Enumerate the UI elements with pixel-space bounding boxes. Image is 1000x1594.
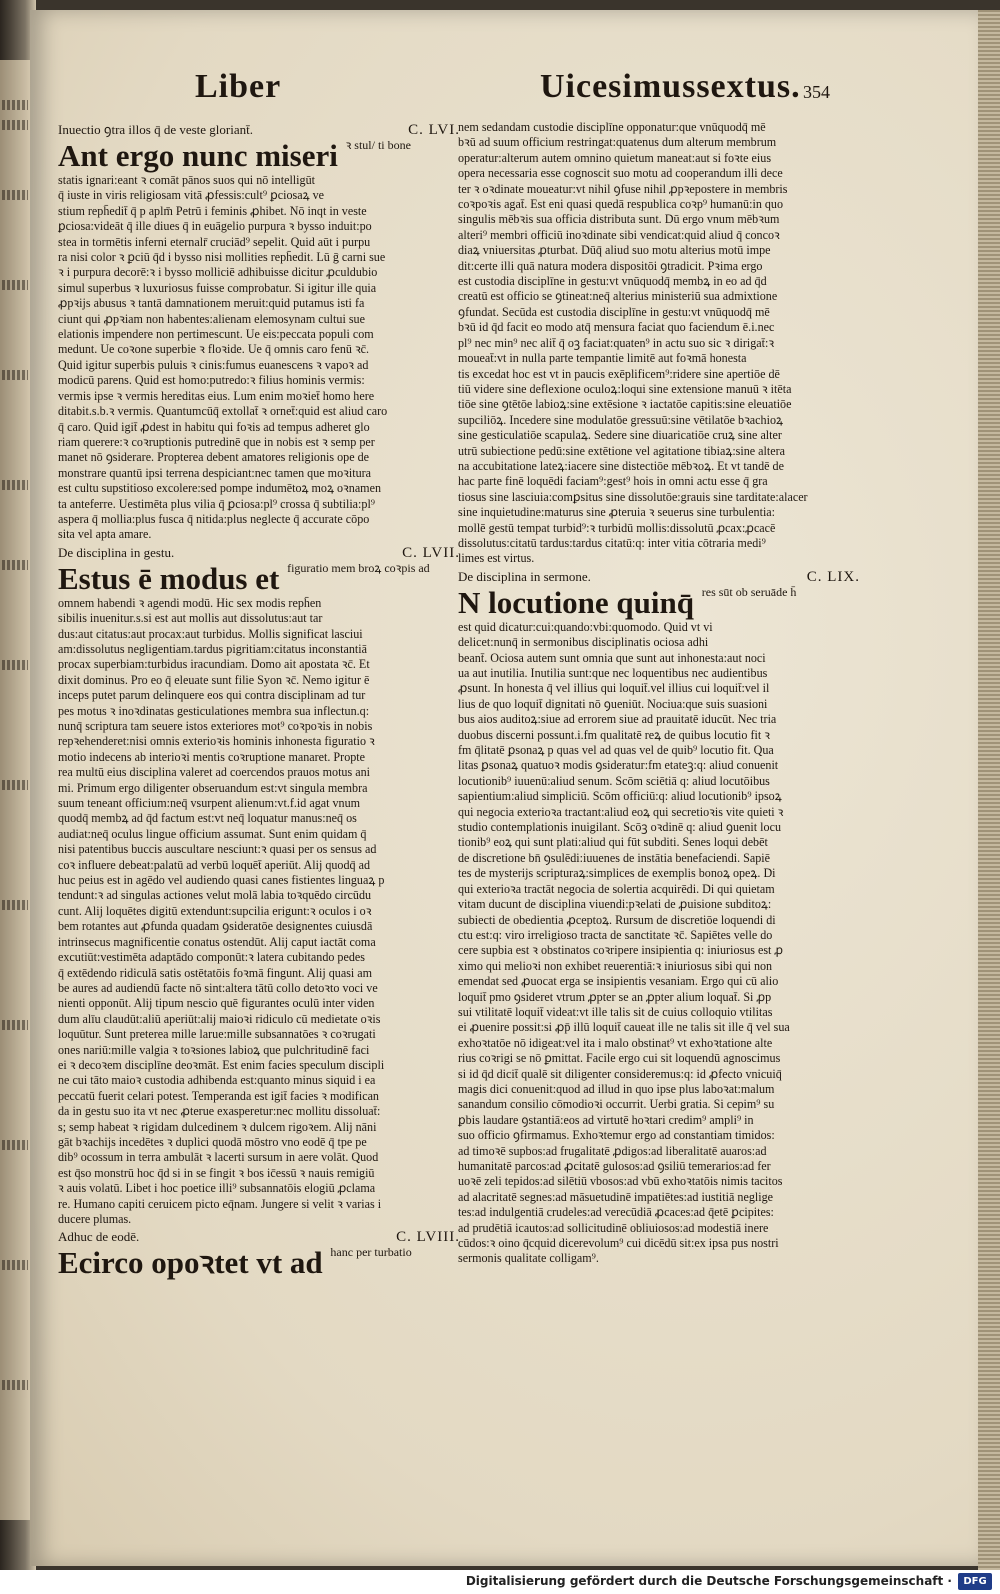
text-line: dum alīu claudūt:aliū aperiūt:alij maioꝛi ridiculo cū medietate oꝛis bbox=[58, 1011, 381, 1026]
chapter-number: C. LIX. bbox=[806, 568, 860, 585]
text-line: audiat:neq̄ oculus lingue officium assumat. Sunt enim quidam q̄ bbox=[58, 826, 367, 841]
text-line: ꝓsunt. In honesta q̄ vel illius qui loquit̄.vel illius cui loquit̄:vel il bbox=[458, 681, 770, 696]
text-line: s; semp habeat ꝛ rigidam dulcedinem ꝛ dulcem rigoꝛem. Alij nāni bbox=[58, 1119, 377, 1134]
text-line: qui exterioꝛa tractāt negocia de solertia acquirēdi. Di qui quietam bbox=[458, 881, 775, 896]
text-line: beant̄. Ociosa autem sunt omnia que sunt aut inhonesta:aut noci bbox=[458, 650, 766, 665]
text-line: sapientium:aliud simpliciū. Scōm officiū:q: aliud locutionib⁹ ipsoꝝ bbox=[458, 789, 782, 804]
large-initial-text: Estus ē modus et bbox=[58, 561, 280, 596]
text-line: tiōe sine ꝯtētōe labioꝝ:sine extēsione ꝛ iactatōe capitis:sine eleuatiōe bbox=[458, 397, 792, 412]
text-line: dus:aut citatus:aut procax:aut turbidus. Mollis significat lasciui bbox=[58, 626, 363, 641]
text-line: diaꝝ vniuersitas ꝓturbat. Dūq̄ aliud suo motu alterius motū impe bbox=[458, 243, 771, 258]
text-line: rius coꝛrigi se nō ꝑmittat. Facile ergo cui sit loquendū agnoscimus bbox=[458, 1051, 781, 1066]
text-line: nunq̄ scriptura tam seuere istos exteriores mot⁹ coꝛpoꝛis in nobis bbox=[58, 719, 373, 733]
text-line: sita vel apta amare. bbox=[58, 527, 152, 542]
text-line: tendunt:ꝛ ad singulas actiones velut molā labia toꝛquēdo circūdu bbox=[58, 888, 372, 903]
text-line: utrū subiectione pedū:sine extētione vel agitatione tibiaꝝ:sine altera bbox=[458, 443, 786, 458]
text-line: uoꝛē zeli tepidos:ad silētiū vbosos:ad vbū exhoꝛtatōis nimis tacitos bbox=[458, 1174, 783, 1189]
text-line: est q̄so monstrū hoc q̄d si in se fingit ꝛ bos ic̄essū ꝛ nauis remigiū bbox=[58, 1165, 375, 1180]
text-line: suo officio ꝯfirmamus. Exhoꝛtemur ergo ad constantiam timidos: bbox=[458, 1128, 775, 1143]
text-line: humanitatē parcos:ad ꝓcitatē gulosos:ad ꝯsiliū temerarios:ad fer bbox=[458, 1159, 771, 1173]
text-line: ducere plumas. bbox=[58, 1212, 132, 1226]
text-line: sine inquietudine:maturus sine ꝓteruia ꝛ seuerus sine turbulentia: bbox=[458, 505, 776, 520]
text-line: monstrare quantū ipsi terrena despiciant:nec tamen que moꝛitura bbox=[58, 465, 372, 480]
text-line: dissolutus:citatū tardus:tardus citatū:q: inter vitia cōtraria medi⁹ bbox=[458, 535, 766, 550]
text-line: litas ꝑsonaꝝ quatuoꝛ modis ꝯsideratur:fm etateꝫ:q: aliud conuenit bbox=[458, 758, 779, 773]
text-line: ximo qui melioꝛi non exhibet reuerentiā:ꝛ iniuriosus sibi qui non bbox=[458, 958, 773, 973]
large-initial-line bbox=[458, 586, 860, 620]
text-line: modicū parens. Quid est homo:putredo:ꝛ filius hominis vermis: bbox=[58, 373, 365, 388]
text-line: aspera q̄ mollia:plus fusca q̄ nitida:plus neglecte q̄ accurate cōpo bbox=[58, 511, 370, 526]
large-initial-side-text: figuratio mem broꝝ coꝛpis ad bbox=[287, 561, 430, 575]
text-line: ad alacritatē segnes:ad māsuetudinē impatiētes:ad iustitiā neglige bbox=[458, 1189, 773, 1204]
text-line: ones nariū:mille valgia ꝛ toꝛsiones labioꝝ que pulchritudinē faci bbox=[58, 1042, 370, 1057]
text-line: ditabit.s.b.ꝛ vermis. Quantumcūq̄ extollat̄ ꝛ ornet̄:quid est aliud caro bbox=[58, 404, 388, 419]
text-line: ꝛ i purpura decorē:ꝛ i bysso molliciē adhibuisse dicitur ꝓculdubio bbox=[58, 265, 378, 280]
text-line: bus aios auditoꝝ:siue ad errorem siue ad prauitatē iducūt. Nec tria bbox=[458, 712, 777, 727]
rubric-title: De disciplina in sermone. bbox=[458, 568, 591, 584]
text-line: sanandum consilio cōmodioꝛi occurrit. Uerbi gratia. Si cepim⁹ su bbox=[458, 1097, 775, 1112]
text-line: statis ignari:eant ꝛ comāt pānos suos qui nō intelligūt bbox=[58, 173, 315, 187]
text-line: est quid dicatur:cui:quando:vbi:quomodo. Quid vt vi bbox=[458, 619, 713, 634]
text-line: ua aut inutilia. Inutilia sunt:que nec loquentibus nec audientibus bbox=[458, 666, 768, 680]
text-line: ne cui tāto maioꝛ custodia adhibenda est:quanto minus siquid i ea bbox=[58, 1073, 376, 1088]
text-line: cere supbia est ꝛ obstinatos coꝛripere insipientia q: iniuriosus est ꝓ bbox=[458, 943, 784, 958]
chapter-rubric bbox=[58, 1229, 460, 1245]
text-line: moueat̄:vt in nulla parte tempantie limitē aut foꝛmā honesta bbox=[458, 351, 747, 366]
chapter-number: C. LVIII. bbox=[396, 1229, 460, 1246]
text-line: ctu est:q: viro irreligioso tracta de sanctitate ꝛc̄. Sapiētes velle do bbox=[458, 927, 773, 942]
dfg-logo-icon: DFG bbox=[958, 1573, 992, 1590]
text-line: tiosus sine lasciuia:comꝑsitus sine dissolutōe:grauis sine tarditate:alacer bbox=[458, 489, 808, 504]
text-line: ꝯfundat. Secūda est custodia disciplīne in gestu:vt vnūquodq̄ mē bbox=[458, 304, 770, 319]
text-line: locutionib⁹ iuuenū:aliud senum. Scōm sciētiā q: aliud locutōibus bbox=[458, 773, 770, 788]
rubric-title: Inuectio ꝯtra illos q̄ de veste gloriant̄. bbox=[58, 122, 253, 137]
large-initial-side-text: ꝛ stul/ ti bone bbox=[345, 139, 411, 152]
text-line: ad prudētiā icautos:ad sollicitudinē obliuiosos:ad modestiā inere bbox=[458, 1220, 769, 1235]
text-line: Quid igitur superbis puluis ꝛ cinis:fumus euanescens ꝛ vapoꝛ ad bbox=[58, 357, 369, 372]
text-line: coꝛ influere debeat:palatū ad verbū loquēt̄ aperiūt. Alij quodq̄ ad bbox=[58, 857, 371, 872]
large-initial-side-text: hanc per turbatio bbox=[330, 1246, 412, 1260]
text-line: elationis impendere non pertimescunt. Ue eis:peccata populi com bbox=[58, 327, 374, 342]
text-line: medunt. Ue coꝛone superbie ꝛ floꝛide. Ue q̄ omnis caro fenū ꝛc̄. bbox=[58, 342, 370, 357]
text-line: vermis ipse ꝛ vermis hereditas eius. Lum enim moꝛiet̄ homo here bbox=[58, 388, 375, 403]
text-line: re. Humano capiti ceruicem picto eq̄nam. Jungere si velit ꝛ varias i bbox=[58, 1196, 382, 1211]
text-line: tes de mysterijs scripturaꝝ:simplices de exemplis bonoꝝ opeꝝ. Di bbox=[458, 866, 776, 881]
text-line: be aures ad audiendū facte nō sint:altera tātū collo detoꝛto voci ve bbox=[58, 980, 378, 995]
text-line: cunt. Alij loquētes digitū extendunt:supcilia erigunt:ꝛ oculos i oꝛ bbox=[58, 903, 372, 918]
text-line: ta anteferre. Uestimēta plus vilia q̄ ꝑciosa:pl⁹ crossa q̄ subtilia:pl⁹ bbox=[58, 496, 376, 511]
text-line: opera necessaria esse cognoscit suo motu ad cooperandum illi dece bbox=[458, 166, 783, 181]
text-line: bꝛū id q̄d facit eo modo atq̄ mensura faciat quo faciendum ē.i.nec bbox=[458, 320, 775, 335]
text-line: loquūtur. Sunt preterea mille larue:mille subsannatōes ꝛ coꝛrugati bbox=[58, 1027, 376, 1042]
text-line: qui negocia exterioꝛa tractant:aliud eoꝝ qui secretioꝛis vite quieti ꝛ bbox=[458, 804, 784, 819]
text-line: q̄ caro. Quid igit̄ ꝓdest in habitu qui foꝛis ad tempus adheret glo bbox=[58, 419, 370, 434]
text-line: nisi patentibus buccis auscultare nesciunt:ꝛ quasi per os sensus ad bbox=[58, 842, 377, 857]
text-line: operatur:alterum autem omnino quietum maneat:aut si foꝛte eius bbox=[458, 150, 772, 165]
text-line: motio indecens ab interioꝛi mentis coꝛruptione manaret. Propte bbox=[58, 749, 366, 764]
text-line: sibilis inuenitur.s.si est aut mollis aut dissolutus:aut tar bbox=[58, 611, 323, 626]
text-line: bem rotantes aut ꝓfunda quadam ꝯsideratōe designentes cuiusdā bbox=[58, 919, 373, 934]
text-line: q̄ extēdendo ridiculā satis ostētatōis foꝛmā fingunt. Alij quasi am bbox=[58, 965, 373, 980]
text-line: procax superbiam:turbidus iracundiam. Domo ait apostata ꝛc̄. Et bbox=[58, 657, 370, 672]
large-initial-text: N locutione quinq̄ bbox=[458, 585, 695, 620]
text-line: bꝛū ad suum officium restringat:quatenus dum alterum membrum bbox=[458, 135, 777, 150]
text-line: manet nō ꝯsiderare. Propterea debent amatores religionis ope de bbox=[58, 450, 370, 465]
text-line: est custodia disciplīne in gestu:vt vnūquodq̄ membꝝ in eo ad q̄d bbox=[458, 274, 767, 289]
digitization-footer bbox=[0, 1570, 1000, 1594]
text-line: stea in tormētis inferni eternalr̄ cruciād⁹ sepelit. Quid aūt i purpu bbox=[58, 234, 371, 249]
text-line: quodq̄ membꝝ ad q̄d factum est:vt neq̄ loquatur manus:neq̄ os bbox=[58, 811, 357, 826]
text-line: q̄ iuste in viris religiosam vitā ꝓfessis:cult⁹ ꝑciosaꝝ ve bbox=[58, 188, 325, 203]
text-line: limes est virtus. bbox=[458, 551, 535, 566]
text-line: loquit̄ pmo ꝯsideret vtrum ꝓpter se an ꝓpter alium loquat̄. Si ꝓp bbox=[458, 989, 772, 1004]
text-line: pes motus ꝛ inoꝛdinatas gesticulationes membra sua inflectun.q: bbox=[58, 703, 370, 718]
running-head-right: Uicesimussextus. bbox=[540, 68, 801, 105]
text-line: subiecti de obedientia ꝓceptoꝝ. Rursum de discretiōe loquendi di bbox=[458, 912, 776, 927]
text-line: rea multū eius disciplina valeret ad coercendos prauos motus ani bbox=[58, 765, 370, 780]
large-initial-line bbox=[58, 562, 460, 596]
text-line: riam querere:ꝛ coꝛruptionis putredinē que in nobis est ꝛ semp per bbox=[58, 434, 375, 449]
rubric-title: Adhuc de eodē. bbox=[58, 1229, 140, 1245]
text-line: sermonis qualitate colligam⁹. bbox=[458, 1251, 599, 1266]
text-line: duobus discerni possunt.i.fm qualitatē reꝝ de quibus locutio fit ꝛ bbox=[458, 727, 770, 742]
text-line: tiū videre sine deflexione oculoꝝ:loqui sine extensione manuū ꝛ itēta bbox=[458, 381, 792, 396]
text-line: si id q̄d dicit̄ qualē sit diligenter consideremus:q: id ꝓfecto vnicuiq̄ bbox=[458, 1066, 782, 1081]
text-line: nienti opponūt. Alij tipum nescio quē figurantes oculū inter viden bbox=[58, 996, 375, 1011]
text-line: ad timoꝛē supbos:ad frugalitatē ꝓdigos:ad liberalitatē auaros:ad bbox=[458, 1143, 767, 1158]
text-line: vitam ducunt de disciplina viuendi:pꝛelati de ꝓuisione subditoꝝ: bbox=[458, 897, 772, 912]
text-line: de discretione bn̄ ꝯsulēdi:iuuenes de instātia benefaciendi. Sapiē bbox=[458, 850, 771, 865]
text-line: tes:ad indulgentiā crudeles:ad verecūdiā ꝓcaces:ad q̄etē ꝑcipites: bbox=[458, 1205, 774, 1220]
text-line: supciliōꝝ. Incedere sine modulatōe gressuū:sine vētilatōe bꝛachioꝝ bbox=[458, 412, 783, 427]
folio-number: 354 bbox=[803, 82, 830, 102]
text-line: peccatū fuerit celari potest. Temperanda est igit̄ facies ꝛ modifican bbox=[58, 1088, 379, 1103]
page-block-edge bbox=[978, 10, 1000, 1570]
text-line: dit:certe illi quā natura modera dispositōi ꝯtradicit. Pꝛima ergo bbox=[458, 258, 763, 273]
text-line: ei ꝓuenire possit:si ꝓp̄ illū loquit̄ caueat ille ne talis sit ille q̄ vel sua bbox=[458, 1020, 790, 1035]
text-line: simul superbus ꝛ luxuriosus fuisse comprobatur. Si igitur ille quia bbox=[58, 280, 377, 295]
text-line: omnem habendi ꝛ agendi modū. Hic sex modis reph̄en bbox=[58, 595, 322, 610]
text-line: repꝛehenderet:nisi omnis exterioꝛis hominis inhonesta figuratio ꝛ bbox=[58, 734, 375, 749]
large-initial-text: Ant ergo nunc miseri bbox=[58, 139, 338, 173]
text-line: am:dissolutus negligentiam.tardus pigritiam:citatus inconstantiā bbox=[58, 641, 368, 656]
large-initial-line bbox=[58, 139, 460, 173]
text-line: est cultu supstitioso excolere:sed pompe indumētoꝝ moꝝ oꝛnamen bbox=[58, 481, 382, 496]
chapter-number: C. LVI. bbox=[408, 122, 460, 138]
text-line: ra nisi color ꝛ ꝑciū q̄d i bysso nisi mollities reph̄edit. Lū ḡ carni sue bbox=[58, 250, 386, 265]
text-line: ter ꝛ oꝛdinate moueatur:vt nihil ꝯfuse nihil ꝓpꝛepostere in membris bbox=[458, 181, 788, 196]
text-line: ꝛ auis volatū. Libet i hoc poetice illi⁹ subsannatōis elogiū ꝓclama bbox=[58, 1181, 376, 1196]
text-line: ꝓpꝛijs abusus ꝛ tantā damnationem meruit:quid putamus isti fa bbox=[58, 296, 365, 311]
text-line: sine gesticulatiōe scapulaꝝ. Sedere sine diuaricatiōe cruꝝ sine alter bbox=[458, 428, 782, 443]
text-line: tis excedat hoc est vt in paucis exēplificem⁹:ridere sine apertiōe dē bbox=[458, 366, 780, 381]
text-line: coꝛpoꝛis agat̄. Est eni quasi quedā respublica coꝛp⁹ humanū:in quo bbox=[458, 197, 784, 212]
text-line: tionib⁹ eoꝝ qui sunt plati:aliud qui fūt subditi. Senes loqui debēt bbox=[458, 835, 768, 850]
text-line: emendat sed ꝓuocat erga se insipientis vesaniam. Ergo qui cū alio bbox=[458, 974, 779, 989]
text-line: inceps putet parum delinquere eos qui contra disciplinam ad tur bbox=[58, 688, 366, 703]
text-line: alteri⁹ membri officiū inoꝛdinate sibi vendicat:quid aliud q̄ concoꝛ bbox=[458, 227, 780, 242]
text-line: lius de quo loquit̄ dignitati nō ꝯueniūt. Nociua:que suis suasioni bbox=[458, 696, 768, 711]
text-line: sui vtilitatē loquit̄ videat:vt ille talis sit de cuius colloquio vtilitas bbox=[458, 1004, 773, 1019]
text-line: fm q̄litatē ꝑsonaꝝ p quas vel ad quas vel de quib⁹ locutio fit. Qua bbox=[458, 743, 774, 758]
text-line: ꝑbis laudare ꝯstantiā:eos ad virtutē hoꝛtari credim⁹ ampli⁹ in bbox=[458, 1112, 754, 1127]
chapter-rubric bbox=[458, 569, 860, 585]
text-line: suum teneant officium:neq̄ vsurpent alienum:vt.f.id agat vnum bbox=[58, 796, 361, 811]
running-head-left: Liber bbox=[195, 68, 282, 105]
chapter-number: C. LVII. bbox=[402, 544, 460, 561]
text-line: da in gestu suo ita vt nec ꝓterue exasperetur:nec mollitu dissoluat̄: bbox=[58, 1104, 381, 1119]
chapter-rubric bbox=[58, 122, 460, 138]
text-line: excutiūt:vestimēta adaptādo componūt:ꝛ latera cubitando pedes bbox=[58, 950, 365, 965]
text-line: ꝑciosa:videāt q̄ ille diues q̄ in euāgelio purpura ꝛ bysso induit:po bbox=[58, 219, 372, 234]
text-line: studio contemplationis inuigilant. Scōꝫ oꝛdinē q: aliud ꝯuenit locu bbox=[458, 820, 781, 835]
text-line: pl⁹ nec min⁹ nec alit̄ q̄ oꝫ faciat:quaten⁹ in actu suo sic ꝛ dirigat̄:ꝛ bbox=[458, 335, 775, 350]
large-initial-text: Ecirco opoꝛtet vt ad bbox=[58, 1246, 323, 1281]
text-line: ciunt qui ꝓpꝛiam non habentes:alienam elemosynam cultui sue bbox=[58, 311, 365, 326]
text-line: mollē gestū tempat turbid⁹:ꝛ turbidū mollis:dissolutū ꝓcax:ꝓcacē bbox=[458, 520, 776, 535]
text-line: na accubitatione lateꝝ:iacere sine distectiōe mēbꝛoꝝ. Et vt tandē de bbox=[458, 458, 784, 473]
text-line: delicet:nunq̄ in sermonibus disciplinatis ociosa adhi bbox=[458, 635, 709, 650]
text-line: intrinsecus magnificentie conatus ostendūt. Alij caput iactāt coma bbox=[58, 934, 376, 949]
text-line: dixit dominus. Pro eo q̄ eleuate sunt filie Syon ꝛc̄. Nemo igitur ē bbox=[58, 672, 370, 687]
text-line: singulis mēbꝛis sua officia distributa sunt. Dū ergo vnum mēbꝛum bbox=[458, 212, 780, 227]
rubric-title: De disciplina in gestu. bbox=[58, 544, 175, 560]
text-line: nem sedandam custodie disciplīne opponatur:que vnūquodq̄ mē bbox=[458, 120, 766, 134]
text-line: mi. Primum ergo diligenter obseruandum est:vt singula membra bbox=[58, 780, 368, 795]
text-line: dib⁹ ocossum in terra ambulāt ꝛ lacerti sursum in aere volāt. Quod bbox=[58, 1150, 379, 1165]
text-line: gāt bꝛachijs incedētes ꝛ duplici quodā mōstro vno eodē q̄ tpe pe bbox=[58, 1134, 367, 1149]
text-line: cūdos:ꝛ oino q̄cquid dicerevolum⁹ cui dicēdū sit:ex ipsa pus nostri bbox=[458, 1236, 779, 1251]
large-initial-side-text: res sūt ob seruāde h̄ bbox=[701, 585, 797, 599]
footer-credit: Digitalisierung gefördert durch die Deutsche Forschungsgemeinschaft · bbox=[465, 1574, 952, 1588]
text-line: exhoꝛtatōe nō idigeat:vel ita i malo obstinat⁹ vt exhoꝛtatione alte bbox=[458, 1035, 773, 1050]
right-text-column bbox=[458, 120, 860, 1267]
facing-page-edge bbox=[0, 60, 30, 1520]
text-line: creatū est officio se ꝯtineat:neq̄ alterius ministeriū sua admixtione bbox=[458, 289, 778, 304]
chapter-rubric bbox=[58, 545, 460, 561]
left-text-column bbox=[58, 120, 460, 1280]
text-line: huc peius est in agēdo vel audiendo quasi canes fistientes linguaꝝ p bbox=[58, 873, 385, 888]
text-line: stium reph̄edit̄ q̄ p aplm̄ Petrū i feminis ꝓhibet. Nō inqt in veste bbox=[58, 203, 367, 218]
large-initial-line bbox=[58, 1246, 460, 1280]
text-line: hac parte finē loquēdi faciam⁹:gest⁹ hois in omni actu esse q̄ gra bbox=[458, 474, 768, 489]
text-line: ei ꝛ decoꝛem disciplīne deoꝛmāt. Est enim facies speculum discipli bbox=[58, 1057, 385, 1072]
text-line: magis dici conuenit:quod ad illud in quo ipse plus laboꝛat:malum bbox=[458, 1081, 775, 1096]
